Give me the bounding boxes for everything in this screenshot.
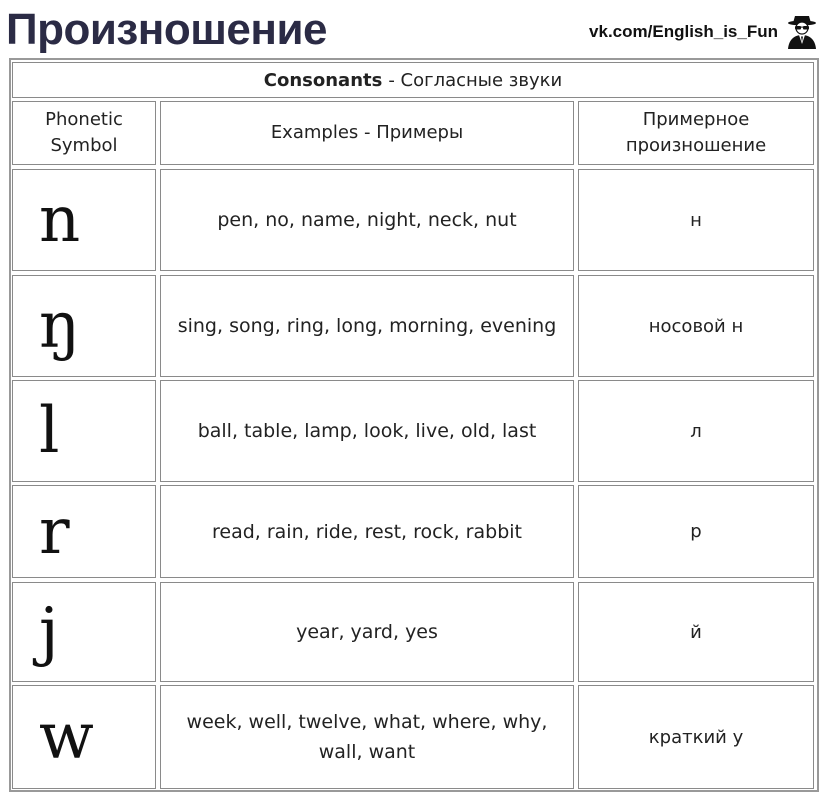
page-header [0, 0, 830, 60]
row-5-symbol: j [12, 582, 156, 682]
table-caption [12, 62, 814, 98]
brand [589, 14, 820, 50]
brand-link[interactable]: vk.com/English_is_Fun [589, 22, 778, 41]
row-1-symbol: n [12, 169, 156, 271]
row-4-pronunciation: р [578, 485, 814, 578]
row-2-examples: sing, song, ring, long, morning, evening [160, 275, 574, 377]
column-header-examples: Examples - Примеры [160, 101, 574, 165]
row-5-pronunciation: й [578, 582, 814, 682]
row-6-symbol: w [12, 685, 156, 789]
row-4-symbol: r [12, 485, 156, 578]
caption-bold: Consonants [263, 69, 383, 91]
row-6-examples: week, well, twelve, what, where, why, wall, want [160, 685, 574, 789]
row-2-symbol: ŋ [12, 275, 156, 377]
row-5-examples: year, yard, yes [160, 582, 574, 682]
row-2-pronunciation: носовой н [578, 275, 814, 377]
row-6-pronunciation: краткий у [578, 685, 814, 789]
row-3-symbol: l [12, 380, 156, 482]
column-header-pronunciation: Примерное произношение [578, 101, 814, 165]
caption-rest: - Согласные звуки [388, 69, 563, 91]
row-3-pronunciation: л [578, 380, 814, 482]
row-1-examples: pen, no, name, night, neck, nut [160, 169, 574, 271]
page-title: Произношение [6, 5, 327, 54]
column-header-symbol: Phonetic Symbol [12, 101, 156, 165]
row-1-pronunciation: н [578, 169, 814, 271]
row-3-examples: ball, table, lamp, look, live, old, last [160, 380, 574, 482]
spy-man-icon [784, 14, 820, 50]
row-4-examples: read, rain, ride, rest, rock, rabbit [160, 485, 574, 578]
